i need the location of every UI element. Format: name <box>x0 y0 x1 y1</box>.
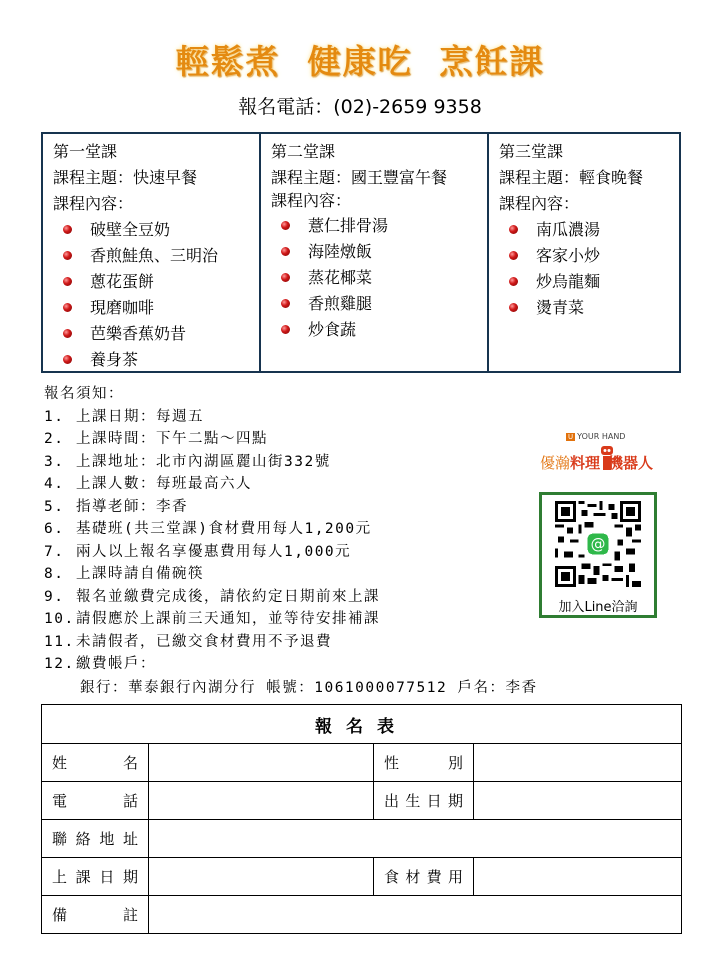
course-items <box>499 217 679 321</box>
page-title: 輕鬆煮 健康吃 烹飪課 <box>175 42 545 81</box>
notice-item: 2. 上課時間：下午二點～四點 <box>44 431 268 447</box>
form-title: 報名表 <box>42 705 682 744</box>
bank-account: 銀行：華泰銀行內湖分行 帳號：1061000077512 戶名：李香 <box>80 680 538 696</box>
red-bullet-icon <box>63 329 72 338</box>
red-bullet-icon <box>63 277 72 286</box>
course-item: 養身茶 <box>63 347 259 373</box>
notice-item: 8. 上課時請自備碗筷 <box>44 566 204 582</box>
notice-item: 11.未請假者，已繳交食材費用不予退費 <box>44 633 332 650</box>
notice-item: 3. 上課地址：北市內湖區麗山街332號 <box>44 453 331 470</box>
line-qr-box[interactable] <box>539 492 657 618</box>
course-content-label: 課程內容： <box>499 194 580 213</box>
note-field[interactable] <box>149 896 682 934</box>
name-label: 姓名 <box>42 744 149 782</box>
svg-text:@: @ <box>590 536 606 554</box>
red-bullet-icon <box>63 355 72 364</box>
registration-form <box>41 704 682 934</box>
address-label: 聯絡地址 <box>42 820 149 858</box>
red-bullet-icon <box>509 251 518 260</box>
gender-label: 性別 <box>374 744 474 782</box>
course-item: 燙青菜 <box>509 295 679 321</box>
registration-notice <box>44 383 534 676</box>
red-bullet-icon <box>281 247 290 256</box>
course-column-1 <box>43 134 259 371</box>
notice-item: 4. 上課人數：每班最高六人 <box>44 476 252 492</box>
course-item: 香煎雞腿 <box>281 291 487 317</box>
registration-phone: 報名電話：(02)-2659 9358 <box>238 96 482 118</box>
notice-item: 10.請假應於上課前三天通知，並等待安排補課 <box>44 611 380 627</box>
red-bullet-icon <box>281 325 290 334</box>
red-bullet-icon <box>509 277 518 286</box>
course-table <box>41 132 681 373</box>
logo-name: 優瀚料理 機器人 <box>540 454 654 472</box>
notice-item: 9. 報名並繳費完成後，請依約定日期前來上課 <box>44 588 380 605</box>
red-bullet-icon <box>281 273 290 282</box>
brand-logo <box>540 430 665 480</box>
course-column-3 <box>487 134 679 371</box>
course-item: 薏仁排骨湯 <box>281 213 487 239</box>
course-item: 炒烏龍麵 <box>509 269 679 295</box>
red-bullet-icon <box>63 251 72 260</box>
course-theme: 課程主題：國王豐富午餐 <box>271 168 448 187</box>
qr-code-icon <box>555 501 641 587</box>
notice-title: 報名須知： <box>44 386 124 402</box>
gender-field[interactable] <box>474 744 682 782</box>
course-heading: 第三堂課 <box>499 142 564 161</box>
course-theme: 課程主題：快速早餐 <box>53 168 198 187</box>
course-column-2 <box>259 134 487 371</box>
notice-item: 5. 指導老師：李香 <box>44 498 188 515</box>
fee-label: 食材費用 <box>374 858 474 896</box>
address-field[interactable] <box>149 820 682 858</box>
notice-item: 12.繳費帳戶： <box>44 656 156 672</box>
red-bullet-icon <box>63 303 72 312</box>
notice-item: 1. 上課日期：每週五 <box>44 408 204 425</box>
course-item: 蒸花椰菜 <box>281 265 487 291</box>
birthday-field[interactable] <box>474 782 682 820</box>
red-bullet-icon <box>281 299 290 308</box>
course-theme: 課程主題：輕食晚餐 <box>499 168 644 187</box>
course-item: 蔥花蛋餅 <box>63 269 259 295</box>
course-items <box>53 217 259 373</box>
course-items <box>271 213 487 343</box>
notice-item: 6. 基礎班(共三堂課)食材費用每人1,200元 <box>44 521 372 537</box>
red-bullet-icon <box>281 221 290 230</box>
birthday-label: 出生日期 <box>374 782 474 820</box>
note-label: 備註 <box>42 896 149 934</box>
notice-item: 7. 兩人以上報名享優惠費用每人1,000元 <box>44 543 352 560</box>
qr-label: 加入Line洽詢 <box>558 600 638 615</box>
course-heading: 第一堂課 <box>53 142 118 161</box>
fee-field[interactable] <box>474 858 682 896</box>
course-item: 海陸燉飯 <box>281 239 487 265</box>
red-bullet-icon <box>509 303 518 312</box>
class-date-label: 上課日期 <box>42 858 149 896</box>
course-item: 破壁全豆奶 <box>63 217 259 243</box>
course-item: 現磨咖啡 <box>63 295 259 321</box>
phone-label: 電話 <box>42 782 149 820</box>
red-bullet-icon <box>63 225 72 234</box>
course-content-label: 課程內容： <box>53 194 134 213</box>
course-content-label: 課程內容： <box>271 191 352 210</box>
logo-tagline: U YOUR HAND <box>568 432 626 441</box>
red-bullet-icon <box>509 225 518 234</box>
course-heading: 第二堂課 <box>271 142 336 161</box>
course-item: 客家小炒 <box>509 243 679 269</box>
name-field[interactable] <box>149 744 374 782</box>
course-item: 芭樂香蕉奶昔 <box>63 321 259 347</box>
course-item: 炒食蔬 <box>281 317 487 343</box>
phone-field[interactable] <box>149 782 374 820</box>
course-item: 南瓜濃湯 <box>509 217 679 243</box>
course-item: 香煎鮭魚、三明治 <box>63 243 259 269</box>
class-date-field[interactable] <box>149 858 374 896</box>
